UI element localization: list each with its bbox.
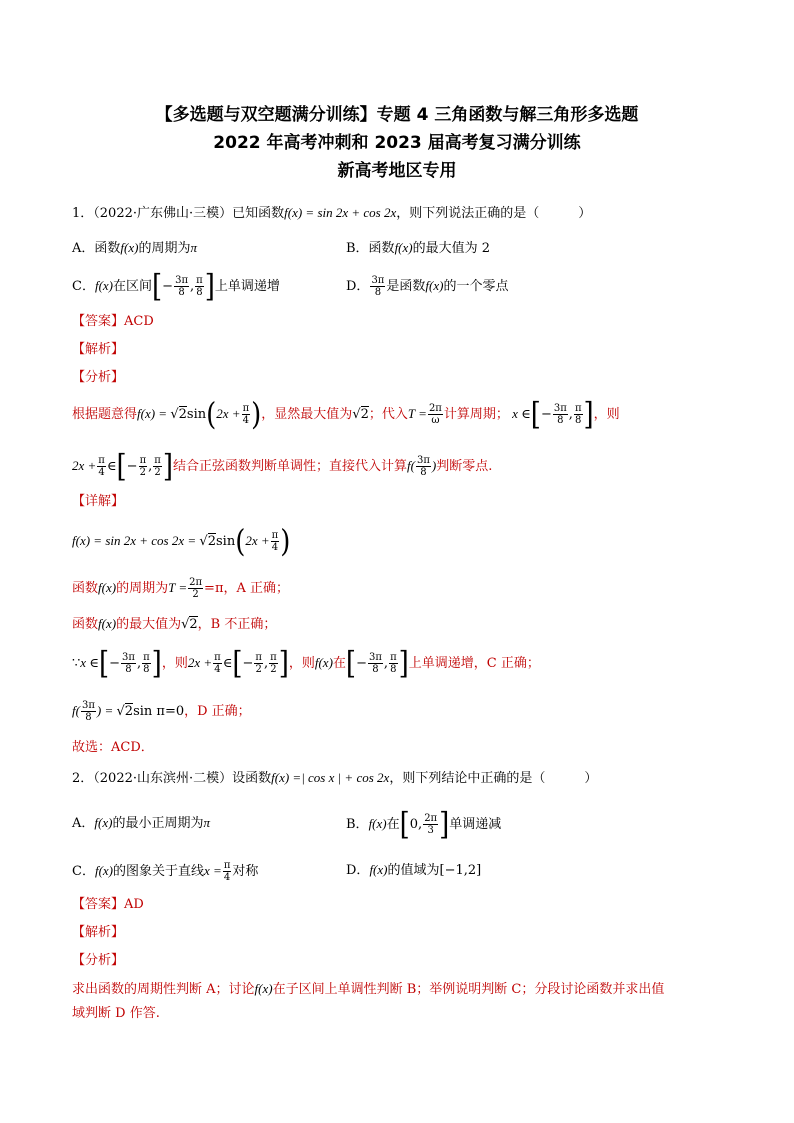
- q1-option-c: C．f(x)在区间[− $\frac{3\pi}{8}$ , $\frac{\pi}{8}$ ]上单调递增: [72, 268, 280, 305]
- q1-xiangjie-label: 【详解】: [72, 494, 125, 509]
- q1-stem: 1．（2022·广东佛山·三模）已知函数f(x) = sin 2x + cos 2x，则下列说法正确的是（ ）: [72, 205, 592, 221]
- q1-fenxi-label: 【分析】: [72, 370, 125, 385]
- q1-option-d: D． $\frac{3\pi}{8}$ 是函数f(x)的一个零点: [346, 275, 509, 298]
- q1-detail-period: 函数f(x)的周期为T = $\frac{2\pi}{2}$ =π，A 正确；: [72, 577, 290, 600]
- q1-detail-monotonic: ∵x ∈[− $\frac{3\pi}{8}$ , $\frac{\pi}{8}$ ]，则2x + $\frac{\pi}{4}$ ∈[− $\frac{\pi}{2}$ , $\frac{\pi}{2}$ ]，则f(x)在[− $\frac{3\pi}{8}$ , $\frac{\pi}{8}$ ]上单调递增，C 正确；: [72, 645, 540, 682]
- q2-fenxi-label: 【分析】: [72, 953, 125, 968]
- q1-jiexi-label: 【解析】: [72, 342, 125, 357]
- q2-stem: 2．（2022·山东滨州·二模）设函数f(x) =| cos x | + cos 2x，则下列结论中正确的是（ ）: [72, 770, 598, 786]
- q2-option-b: B．f(x)在[0, $\frac{2\pi}{3}$ ]单调递减: [346, 806, 502, 843]
- q2-option-a: A．f(x)的最小正周期为π: [72, 815, 210, 831]
- q1-detail-equation: f(x) = sin 2x + cos 2x = √2sin(2x + $\frac{\pi}{4}$ ): [72, 523, 291, 560]
- q2-jiexi-label: 【解析】: [72, 925, 125, 940]
- q1-option-b: B．函数f(x)的最大值为 2: [346, 240, 491, 256]
- q1-option-a: A．函数f(x)的周期为π: [72, 240, 197, 256]
- doc-title-line2: 2022 年高考冲刺和 2023 届高考复习满分训练: [213, 133, 581, 153]
- q2-analysis-line1: 求出函数的周期性判断 A；讨论f(x)在子区间上单调性判断 B；举例说明判断 C；分段讨论函数并求出值: [72, 981, 665, 997]
- q1-detail-zero: f( $\frac{3\pi}{8}$ ) = √2sin π=0，D 正确；: [72, 700, 251, 723]
- q1-analysis-line2: 2x + $\frac{\pi}{4}$ ∈[− $\frac{\pi}{2}$ , $\frac{\pi}{2}$ ]结合正弦函数判断单调性；直接代入计算f( $\frac{3\pi}{8}$ )判断零点.: [72, 448, 493, 485]
- q1-answer: 【答案】ACD: [72, 314, 154, 329]
- q1-analysis-line1: 根据题意得f(x) = √2sin(2x + $\frac{\pi}{4}$ )，显然最大值为√2；代入T = $\frac{2\pi}{\omega}$ 计算周期； x ∈[− $\frac{3\pi}{8}$ , $\frac{\pi}{8}$ ]，则: [72, 396, 620, 433]
- q2-option-c: C．f(x)的图象关于直线x = $\frac{\pi}{4}$ 对称: [72, 860, 259, 883]
- doc-title-line1: 【多选题与双空题满分训练】专题 4 三角函数与解三角形多选题: [155, 105, 639, 125]
- doc-title-line3: 新高考地区专用: [337, 161, 457, 181]
- q2-analysis-line2: 域判断 D 作答.: [72, 1006, 160, 1021]
- q1-detail-max: 函数f(x)的最大值为√2，B 不正确；: [72, 616, 277, 632]
- q2-option-d: D．f(x)的值域为[−1,2]: [346, 862, 482, 878]
- q1-choice: 故选：ACD．: [72, 740, 154, 755]
- q2-answer: 【答案】AD: [72, 897, 144, 912]
